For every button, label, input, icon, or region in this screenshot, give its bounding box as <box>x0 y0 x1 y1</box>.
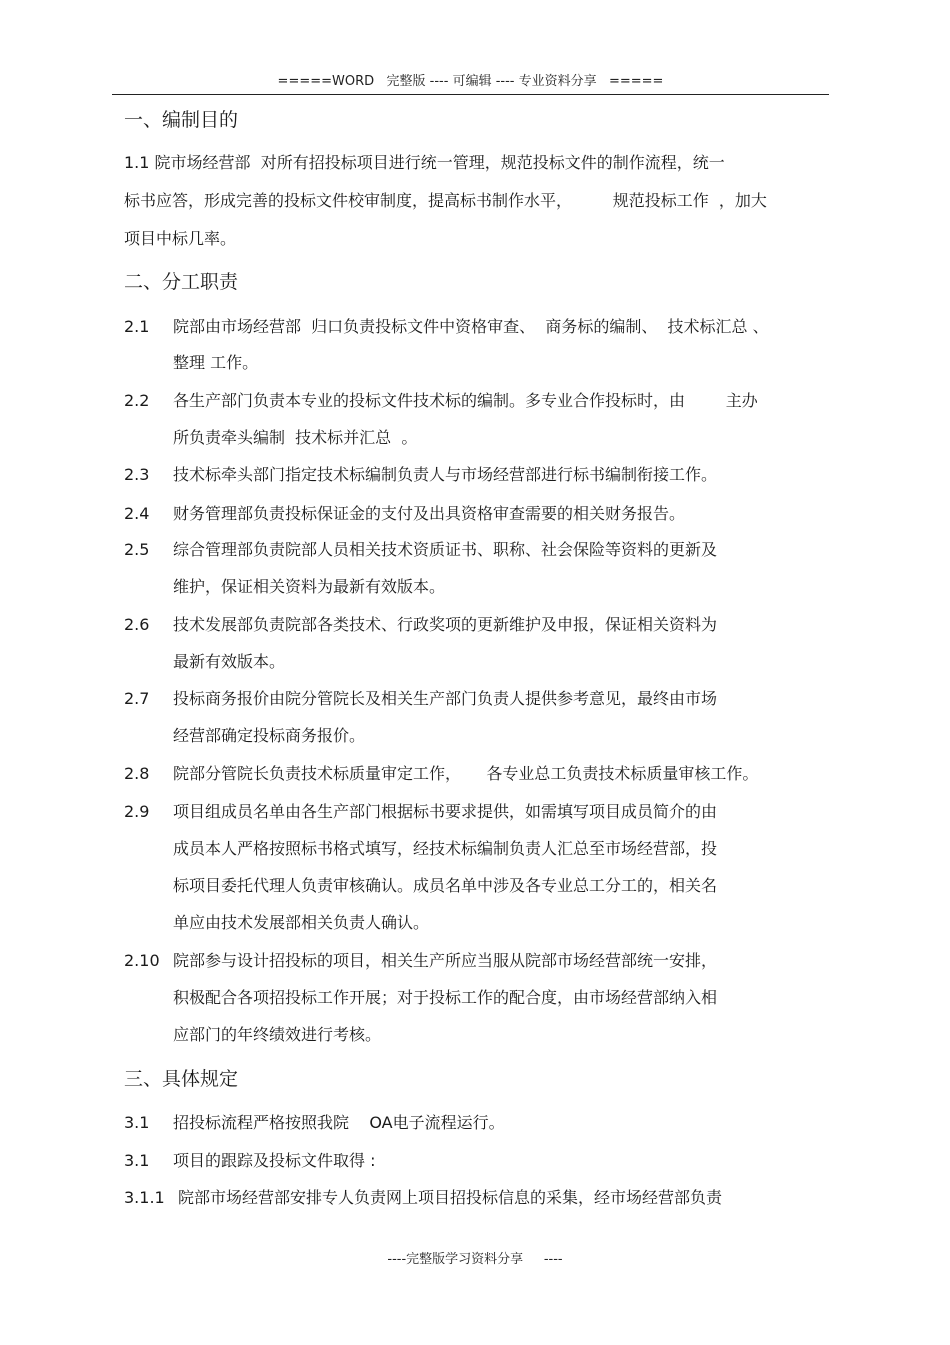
item-number: 3.1 <box>124 1113 150 1132</box>
item-line: 项目组成员名单由各生产部门根据标书要求提供，如需填写项目成员简介的由 <box>173 802 718 821</box>
item-number: 2.9 <box>124 802 150 821</box>
item-number: 3.1 <box>124 1151 150 1170</box>
section-title: 二、分工职责 <box>124 271 239 293</box>
item-line: 院部参与设计招投标的项目，相关生产所应当服从院部市场经营部统一安排， <box>173 951 718 970</box>
item-line: 招投标流程严格按照我院 OA电子流程运行。 <box>173 1113 505 1132</box>
item-number: 2.10 <box>124 951 160 970</box>
item-number: 2.4 <box>124 504 150 523</box>
item-number: 2.2 <box>124 391 150 410</box>
item-line: 综合管理部负责院部人员相关技术资质证书、职称、社会保险等资料的更新及 <box>173 540 718 559</box>
paragraph-line: 1.1 院市场经营部 对所有招投标项目进行统一管理，规范投标文件的制作流程，统一 <box>124 153 725 172</box>
item-line: 维护，保证相关资料为最新有效版本。 <box>173 577 446 596</box>
item-line: 所负责牵头编制 技术标并汇总 。 <box>173 428 418 447</box>
item-line: 积极配合各项招投标工作开展；对于投标工作的配合度，由市场经营部纳入相 <box>173 988 718 1007</box>
item-line: 技术标牵头部门指定技术标编制负责人与市场经营部进行标书编制衔接工作。 <box>173 465 718 484</box>
item-number: 2.3 <box>124 465 150 484</box>
item-line: 应部门的年终绩效进行考核。 <box>173 1025 382 1044</box>
page-footer: ----完整版学习资料分享 ---- <box>387 1252 563 1267</box>
item-line: 最新有效版本。 <box>173 652 286 671</box>
item-line: 各生产部门负责本专业的投标文件技术标的编制。多专业合作投标时，由 主办 <box>173 391 758 410</box>
paragraph-line: 标书应答，形成完善的投标文件校审制度，提高标书制作水平， 规范投标工作 ，加大 <box>124 191 767 210</box>
item-number: 2.5 <box>124 540 150 559</box>
item-line: 投标商务报价由院分管院长及相关生产部门负责人提供参考意见，最终由市场 <box>173 689 718 708</box>
item-line: 经营部确定投标商务报价。 <box>173 726 366 745</box>
item-line: 院部分管院长负责技术标质量审定工作， 各专业总工负责技术标质量审核工作。 <box>173 764 759 783</box>
paragraph-line: 项目中标几率。 <box>124 229 237 248</box>
item-line: 技术发展部负责院部各类技术、行政奖项的更新维护及申报，保证相关资料为 <box>173 615 718 634</box>
page-header: =====WORD 完整版 ---- 可编辑 ---- 专业资料分享 ===== <box>112 72 829 95</box>
item-line: 整理 工作。 <box>173 353 259 372</box>
item-line: 单应由技术发展部相关负责人确认。 <box>173 913 430 932</box>
item-number: 2.7 <box>124 689 150 708</box>
item-line: 成员本人严格按照标书格式填写，经技术标编制负责人汇总至市场经营部，投 <box>173 839 718 858</box>
item-number: 3.1.1 <box>124 1188 165 1207</box>
item-number: 2.8 <box>124 764 150 783</box>
section-title: 一、编制目的 <box>124 109 239 131</box>
item-number: 2.1 <box>124 317 150 336</box>
item-line: 标项目委托代理人负责审核确认。成员名单中涉及各专业总工分工的，相关名 <box>173 876 718 895</box>
item-number: 2.6 <box>124 615 150 634</box>
item-line: 项目的跟踪及投标文件取得 : <box>173 1151 376 1170</box>
section-title: 三、具体规定 <box>124 1068 239 1090</box>
item-line: 院部由市场经营部 归口负责投标文件中资格审查、 商务标的编制、 技术标汇总 、 <box>173 317 769 336</box>
item-line: 财务管理部负责投标保证金的支付及出具资格审查需要的相关财务报告。 <box>173 504 686 523</box>
item-line: 院部市场经营部安排专人负责网上项目招投标信息的采集，经市场经营部负责 <box>178 1188 723 1207</box>
